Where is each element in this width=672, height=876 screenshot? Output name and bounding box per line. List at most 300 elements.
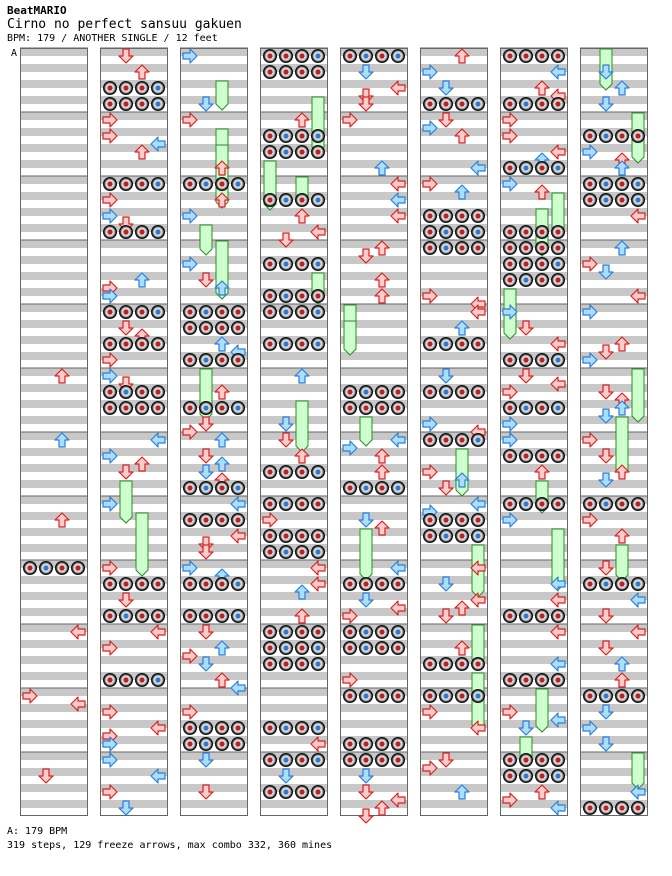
mine <box>359 737 373 751</box>
beat-stripe <box>580 704 648 712</box>
mine <box>535 97 549 111</box>
beat-stripe <box>580 480 648 488</box>
mine <box>119 337 133 351</box>
mine <box>343 49 357 63</box>
mine <box>615 577 629 591</box>
beat-stripe <box>580 656 648 664</box>
mine <box>279 193 293 207</box>
beat-stripe <box>420 752 488 760</box>
beat-stripe <box>20 592 88 600</box>
mine <box>583 177 597 191</box>
mine <box>263 129 277 143</box>
mine <box>311 465 325 479</box>
mine <box>263 465 277 479</box>
freeze-arrow <box>312 97 324 153</box>
mine <box>135 177 149 191</box>
mine <box>311 49 325 63</box>
beat-stripe <box>20 272 88 280</box>
mine <box>279 129 293 143</box>
beat-stripe <box>340 128 408 136</box>
beat-stripe <box>260 400 328 408</box>
mine <box>519 273 533 287</box>
mine <box>375 481 389 495</box>
freeze-arrow <box>120 481 132 523</box>
mine <box>583 689 597 703</box>
mine <box>279 785 293 799</box>
chart-footer <box>7 825 332 853</box>
beat-stripe <box>20 672 88 680</box>
freeze-arrow <box>360 417 372 446</box>
mine <box>583 129 597 143</box>
mine <box>343 577 357 591</box>
beat-stripe <box>20 128 88 136</box>
freeze-arrow <box>616 545 628 581</box>
mine <box>615 193 629 207</box>
beat-stripe <box>260 240 328 248</box>
beat-stripe <box>20 400 88 408</box>
mine <box>231 321 245 335</box>
beat-stripe <box>580 320 648 328</box>
beat-stripe <box>180 672 248 680</box>
beat-stripe <box>260 800 328 808</box>
beat-stripe <box>20 96 88 104</box>
mine <box>423 241 437 255</box>
mine <box>279 465 293 479</box>
beat-stripe <box>20 256 88 264</box>
beat-stripe <box>20 112 88 120</box>
mine <box>551 161 565 175</box>
beat-stripe <box>340 656 408 664</box>
mine <box>471 385 485 399</box>
beat-stripe <box>100 528 168 536</box>
mine <box>535 273 549 287</box>
freeze-arrow <box>216 81 228 110</box>
mine <box>215 737 229 751</box>
mine <box>455 209 469 223</box>
beat-stripe <box>420 144 488 152</box>
beat-stripe <box>180 448 248 456</box>
beat-stripe <box>20 160 88 168</box>
mine <box>519 673 533 687</box>
mine <box>631 129 645 143</box>
mine <box>503 497 517 511</box>
beat-stripe <box>100 240 168 248</box>
beat-stripe <box>180 416 248 424</box>
mine <box>455 97 469 111</box>
mine <box>183 577 197 591</box>
beat-stripe <box>580 640 648 648</box>
mine <box>471 97 485 111</box>
mine <box>311 721 325 735</box>
mine <box>183 353 197 367</box>
mine <box>263 785 277 799</box>
mine <box>295 193 309 207</box>
mine <box>503 49 517 63</box>
mine <box>551 273 565 287</box>
mine <box>439 209 453 223</box>
beat-stripe <box>340 512 408 520</box>
mine <box>503 673 517 687</box>
mine <box>519 753 533 767</box>
mine <box>423 689 437 703</box>
beat-stripe <box>580 64 648 72</box>
mine <box>263 721 277 735</box>
mine <box>391 641 405 655</box>
beat-stripe <box>20 800 88 808</box>
mine <box>103 673 117 687</box>
mine <box>551 673 565 687</box>
mine <box>119 401 133 415</box>
beat-stripe <box>340 544 408 552</box>
mine <box>519 609 533 623</box>
mine <box>503 769 517 783</box>
mine <box>183 609 197 623</box>
beat-stripe <box>580 96 648 104</box>
mine <box>583 801 597 815</box>
beat-stripe <box>180 592 248 600</box>
mine <box>231 721 245 735</box>
mine <box>311 545 325 559</box>
freeze-arrow <box>360 529 372 580</box>
mine <box>279 641 293 655</box>
beat-stripe <box>580 48 648 56</box>
mine <box>199 321 213 335</box>
mine <box>551 449 565 463</box>
mine <box>135 97 149 111</box>
mine <box>311 657 325 671</box>
mine <box>631 801 645 815</box>
mine <box>279 625 293 639</box>
mine <box>423 529 437 543</box>
mine <box>551 97 565 111</box>
beat-stripe <box>340 496 408 504</box>
mine <box>583 577 597 591</box>
mine <box>359 625 373 639</box>
beat-stripe <box>100 544 168 552</box>
beat-stripe <box>580 80 648 88</box>
mine <box>279 529 293 543</box>
mine <box>423 209 437 223</box>
beat-stripe <box>580 448 648 456</box>
mine <box>535 673 549 687</box>
mine <box>519 497 533 511</box>
mine <box>375 753 389 767</box>
mine <box>39 561 53 575</box>
mine <box>311 641 325 655</box>
mine <box>503 161 517 175</box>
mine <box>279 497 293 511</box>
mine <box>183 513 197 527</box>
mine <box>423 513 437 527</box>
mine <box>391 401 405 415</box>
mine <box>455 529 469 543</box>
mine <box>503 753 517 767</box>
beat-stripe <box>260 352 328 360</box>
mine <box>391 753 405 767</box>
mine <box>391 689 405 703</box>
mine <box>311 193 325 207</box>
beat-stripe <box>420 256 488 264</box>
mine <box>535 241 549 255</box>
mine <box>311 305 325 319</box>
mine <box>423 337 437 351</box>
mine <box>295 625 309 639</box>
mine <box>343 385 357 399</box>
mine <box>295 465 309 479</box>
beat-stripe <box>260 768 328 776</box>
mine <box>215 353 229 367</box>
mine <box>439 433 453 447</box>
beat-stripe <box>500 368 568 376</box>
mine <box>183 737 197 751</box>
beat-stripe <box>180 464 248 472</box>
mine <box>439 97 453 111</box>
mine <box>295 337 309 351</box>
beat-stripe <box>340 272 408 280</box>
mine <box>263 497 277 511</box>
mine <box>263 257 277 271</box>
mine <box>551 49 565 63</box>
beat-stripe <box>20 768 88 776</box>
mine <box>295 129 309 143</box>
mine <box>279 657 293 671</box>
site-name: BeatMARIO <box>7 4 67 17</box>
mine <box>551 609 565 623</box>
beat-stripe <box>500 784 568 792</box>
beat-stripe <box>20 784 88 792</box>
beat-stripe <box>180 624 248 632</box>
mine <box>631 689 645 703</box>
mine <box>279 257 293 271</box>
mine <box>343 753 357 767</box>
beat-stripe <box>20 480 88 488</box>
mine <box>455 225 469 239</box>
mine <box>55 561 69 575</box>
mine <box>311 129 325 143</box>
beat-stripe <box>20 64 88 72</box>
mine <box>279 145 293 159</box>
mine <box>231 481 245 495</box>
beat-stripe <box>20 528 88 536</box>
beat-stripe <box>20 448 88 456</box>
mine <box>295 529 309 543</box>
mine <box>471 241 485 255</box>
beat-stripe <box>420 448 488 456</box>
mine <box>119 81 133 95</box>
mine <box>263 657 277 671</box>
beat-stripe <box>20 384 88 392</box>
mine <box>503 353 517 367</box>
mine <box>103 577 117 591</box>
freeze-arrow <box>136 513 148 576</box>
mine <box>375 401 389 415</box>
mine <box>535 161 549 175</box>
mine <box>551 497 565 511</box>
mine <box>199 609 213 623</box>
mine <box>119 97 133 111</box>
beat-stripe <box>580 736 648 744</box>
mine <box>103 177 117 191</box>
beat-stripe <box>340 240 408 248</box>
beat-stripe <box>180 768 248 776</box>
mine <box>535 257 549 271</box>
mine <box>375 577 389 591</box>
freeze-arrow <box>200 225 212 255</box>
mine <box>535 49 549 63</box>
beat-stripe <box>20 192 88 200</box>
beat-stripe <box>260 480 328 488</box>
mine <box>439 513 453 527</box>
mine <box>423 225 437 239</box>
mine <box>103 81 117 95</box>
mine <box>615 129 629 143</box>
mine <box>135 609 149 623</box>
mine <box>391 49 405 63</box>
mine <box>343 737 357 751</box>
mine <box>503 273 517 287</box>
mine <box>471 657 485 671</box>
mine <box>231 577 245 591</box>
mine <box>295 545 309 559</box>
mine <box>519 241 533 255</box>
beat-stripe <box>20 368 88 376</box>
beat-stripe <box>180 144 248 152</box>
beat-stripe <box>100 320 168 328</box>
mine <box>151 177 165 191</box>
mine <box>279 753 293 767</box>
beat-stripe <box>20 208 88 216</box>
mine <box>631 497 645 511</box>
mine <box>423 433 437 447</box>
beat-stripe <box>580 464 648 472</box>
beat-stripe <box>340 96 408 104</box>
mine <box>263 289 277 303</box>
mine <box>103 337 117 351</box>
beat-stripe <box>580 560 648 568</box>
mine <box>151 337 165 351</box>
beat-stripe <box>580 528 648 536</box>
mine <box>215 513 229 527</box>
mine <box>343 481 357 495</box>
mine <box>631 193 645 207</box>
mine <box>183 177 197 191</box>
beat-stripe <box>260 608 328 616</box>
beat-stripe <box>20 544 88 552</box>
mine <box>135 225 149 239</box>
beat-stripe <box>420 352 488 360</box>
beat-stripe <box>580 544 648 552</box>
mine <box>519 97 533 111</box>
mine <box>311 145 325 159</box>
beat-stripe <box>20 304 88 312</box>
beat-stripe <box>20 352 88 360</box>
mine <box>199 721 213 735</box>
mine <box>583 497 597 511</box>
mine <box>375 625 389 639</box>
mine <box>295 753 309 767</box>
chart-stats: 319 steps, 129 freeze arrows, max combo 332, 360 mines <box>7 840 333 851</box>
beat-stripe <box>20 656 88 664</box>
mine <box>551 769 565 783</box>
mine <box>103 225 117 239</box>
beat-stripe <box>420 784 488 792</box>
mine <box>119 385 133 399</box>
freeze-arrow <box>632 753 644 789</box>
mine <box>471 337 485 351</box>
mine <box>375 737 389 751</box>
beat-stripe <box>180 80 248 88</box>
beat-stripe <box>500 736 568 744</box>
beat-stripe <box>20 464 88 472</box>
mine <box>535 225 549 239</box>
mine <box>455 433 469 447</box>
beat-stripe <box>180 800 248 808</box>
beat-stripe <box>180 384 248 392</box>
beat-stripe <box>100 416 168 424</box>
mine <box>119 305 133 319</box>
mine <box>439 529 453 543</box>
mine <box>359 481 373 495</box>
mine <box>599 193 613 207</box>
beat-stripe <box>420 48 488 56</box>
mine <box>71 561 85 575</box>
section-label: A <box>11 48 18 59</box>
mine <box>519 401 533 415</box>
mine <box>503 97 517 111</box>
freeze-arrow <box>296 401 308 452</box>
mine <box>423 97 437 111</box>
beat-stripe <box>500 464 568 472</box>
bpm-line: A: 179 BPM <box>7 826 68 837</box>
mine <box>295 65 309 79</box>
mine <box>455 385 469 399</box>
mine <box>551 401 565 415</box>
song-title: Cirno no perfect sansuu gakuen <box>7 17 242 32</box>
mine <box>231 609 245 623</box>
mine <box>135 385 149 399</box>
mine <box>103 401 117 415</box>
mine <box>519 225 533 239</box>
beat-stripe <box>260 384 328 392</box>
beat-stripe <box>180 240 248 248</box>
beat-stripe <box>340 768 408 776</box>
beat-stripe <box>260 592 328 600</box>
mine <box>263 305 277 319</box>
mine <box>599 689 613 703</box>
mine <box>503 257 517 271</box>
mine <box>455 689 469 703</box>
mine <box>535 753 549 767</box>
beat-stripe <box>180 192 248 200</box>
beat-stripe <box>340 256 408 264</box>
mine <box>535 497 549 511</box>
beat-stripe <box>420 608 488 616</box>
mine <box>295 145 309 159</box>
mine <box>215 401 229 415</box>
mine <box>343 625 357 639</box>
beat-stripe <box>100 256 168 264</box>
beat-stripe <box>340 224 408 232</box>
mine <box>263 193 277 207</box>
mine <box>311 257 325 271</box>
mine <box>311 785 325 799</box>
mine <box>231 177 245 191</box>
beat-stripe <box>180 336 248 344</box>
mine <box>151 401 165 415</box>
mine <box>263 65 277 79</box>
beat-stripe <box>340 704 408 712</box>
mine <box>615 177 629 191</box>
